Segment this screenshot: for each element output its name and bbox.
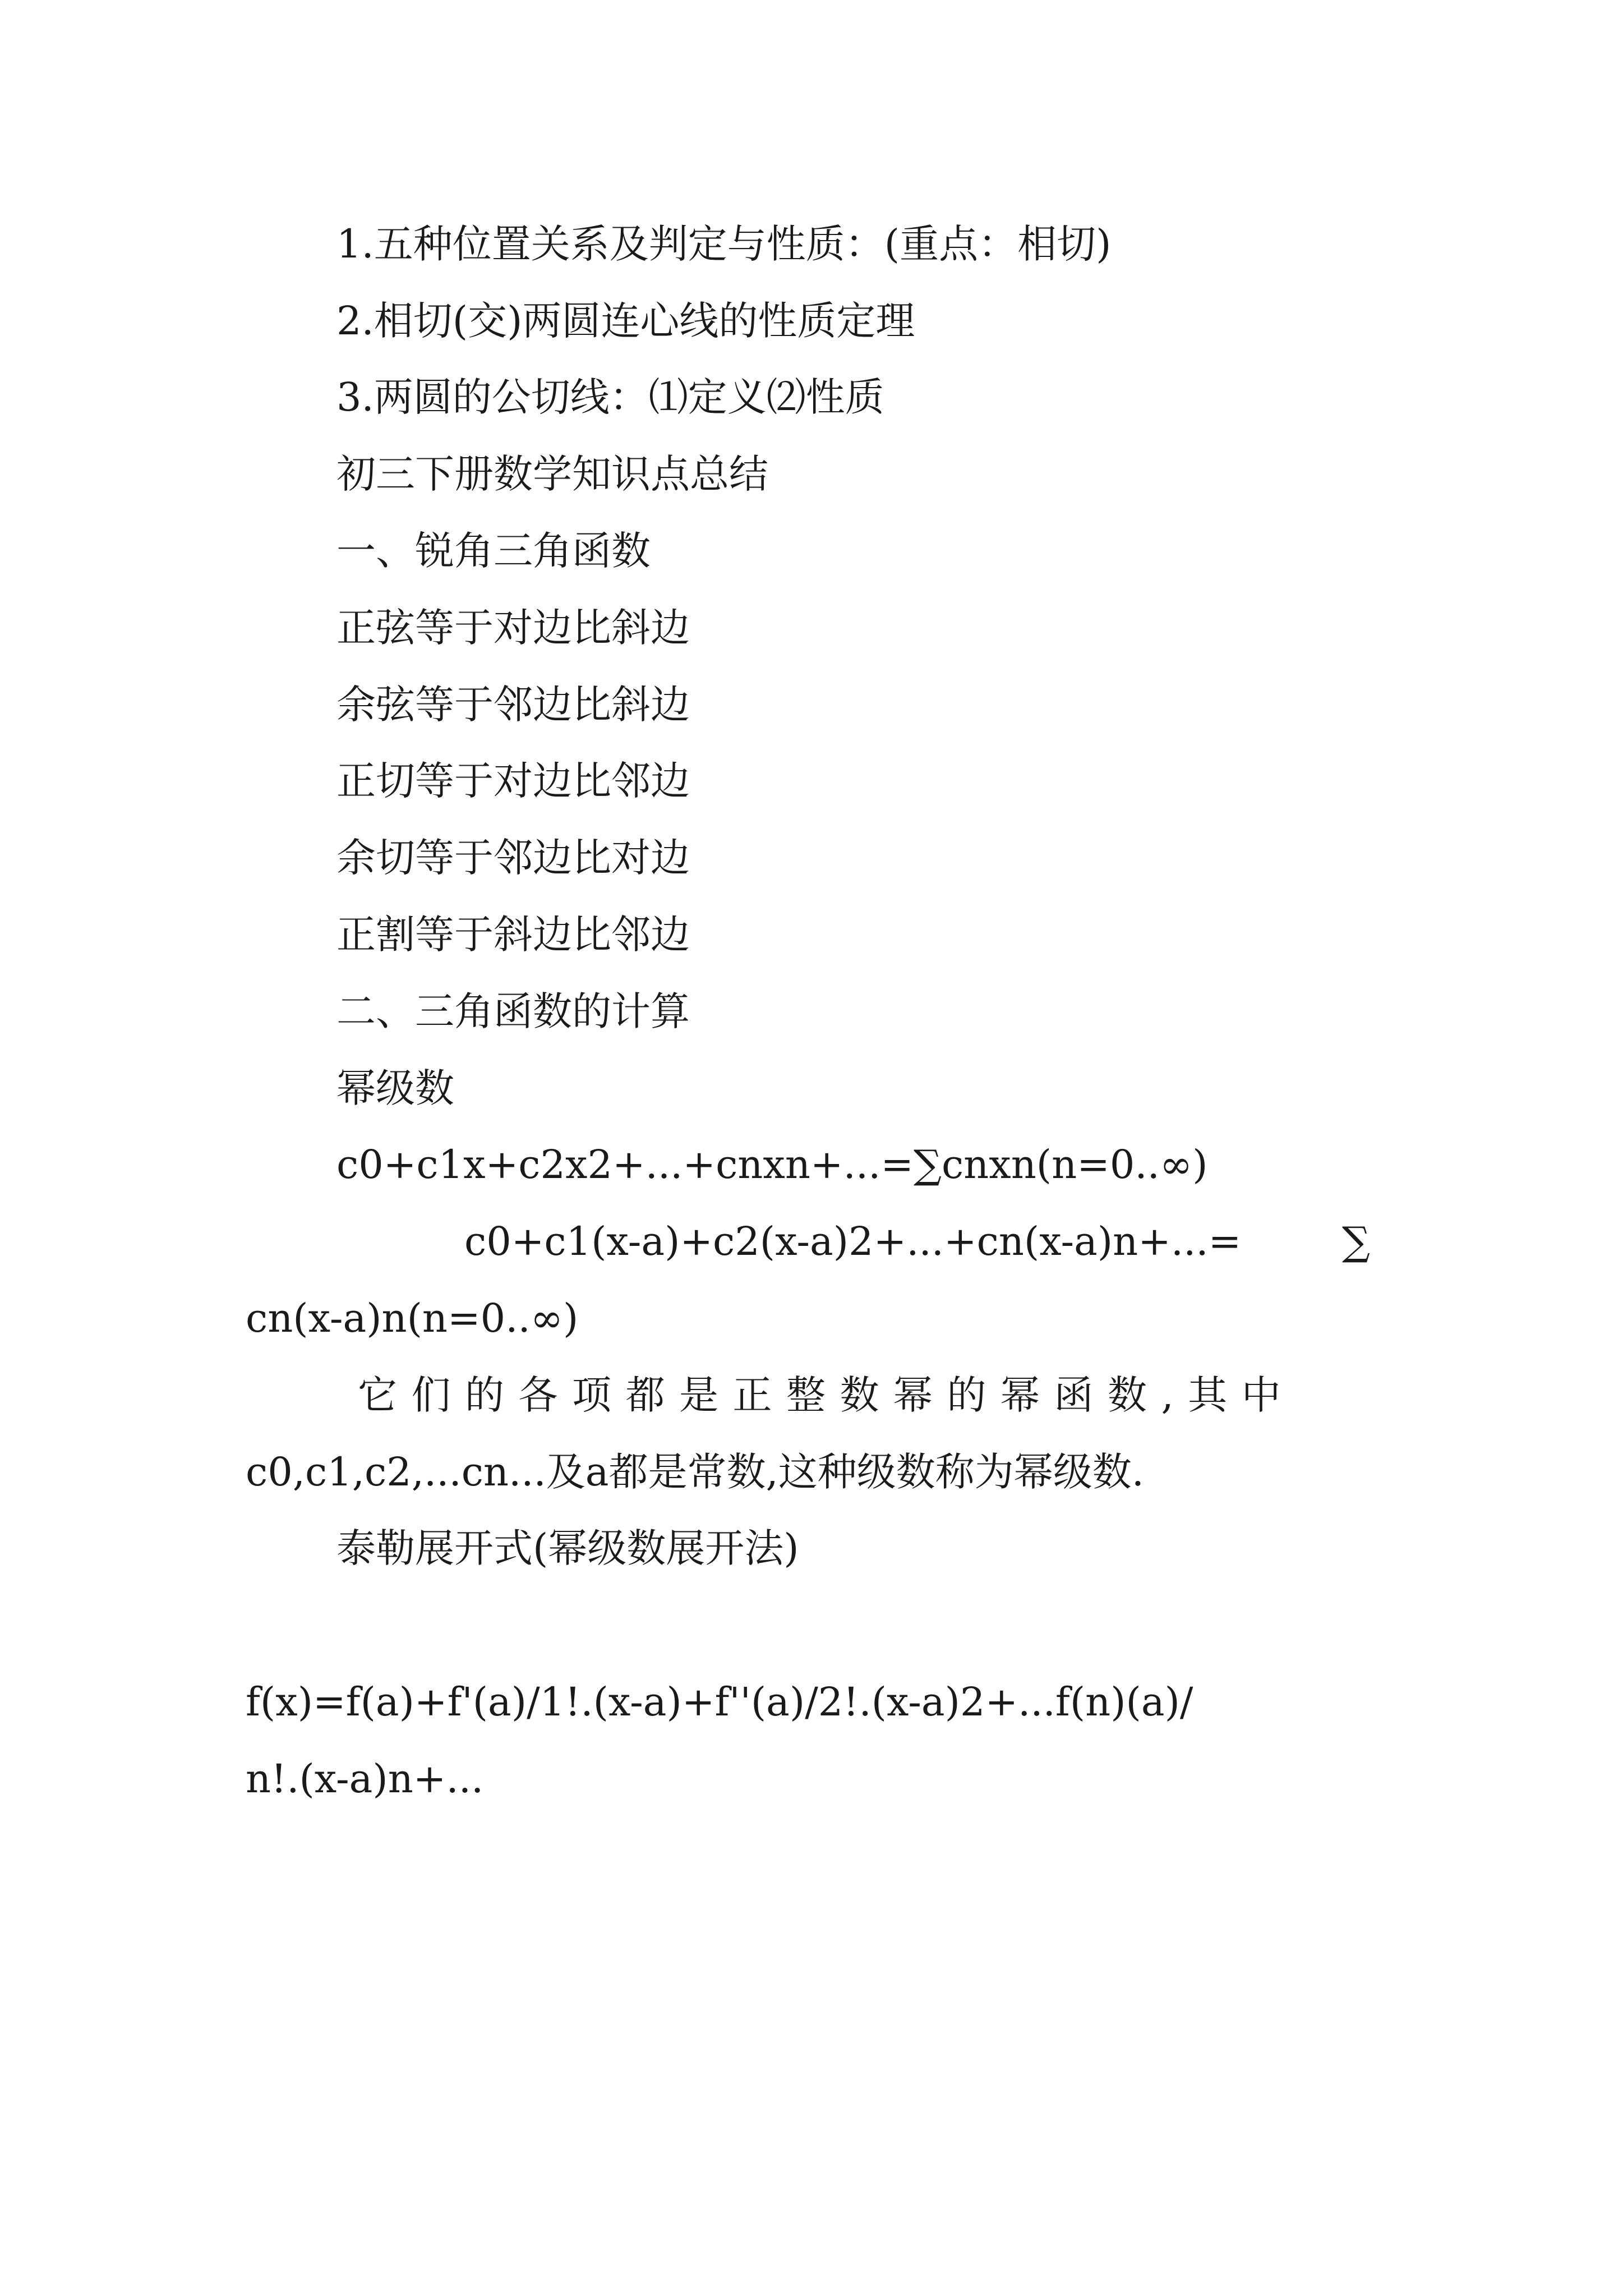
tangent-definition: 正切等于对边比邻边 xyxy=(336,758,690,804)
circle-relations-line: 1.五种位置关系及判定与性质：(重点：相切) xyxy=(336,221,1112,267)
sum-symbol: ∑ xyxy=(1342,1218,1370,1264)
cotangent-definition: 余切等于邻边比对边 xyxy=(336,835,690,881)
sine-definition: 正弦等于对边比斜边 xyxy=(336,605,690,651)
secant-definition: 正割等于斜边比邻边 xyxy=(336,912,690,958)
power-series-heading: 幂级数 xyxy=(336,1065,454,1111)
power-series-description: 它们的各项都是正整数幂的幂函数,其中 xyxy=(358,1372,1295,1418)
section-title: 初三下册数学知识点总结 xyxy=(336,451,768,497)
common-tangent-line: 3.两圆的公切线：⑴定义⑵性质 xyxy=(336,374,884,420)
taylor-formula: f(x)=f(a)+f'(a)/1!.(x-a)+f''(a)/2!.(x-a)2+...f(n)(a)/ xyxy=(246,1679,1193,1725)
heading-acute-trig: 一、锐角三角函数 xyxy=(336,528,651,574)
taylor-formula-continued: n!.(x-a)n+... xyxy=(246,1756,484,1802)
shifted-series-formula: c0+c1(x-a)+c2(x-a)2+...+cn(x-a)n+...= xyxy=(464,1218,1242,1264)
heading-trig-calculation: 二、三角函数的计算 xyxy=(336,988,690,1034)
shifted-series-formula-continued: cn(x-a)n(n=0..∞) xyxy=(246,1295,579,1341)
taylor-heading: 泰勒展开式(幂级数展开法) xyxy=(336,1525,799,1571)
power-series-formula: c0+c1x+c2x2+...+cnxn+...=∑cnxn(n=0..∞) xyxy=(336,1142,1208,1188)
cosine-definition: 余弦等于邻边比斜边 xyxy=(336,682,690,728)
power-series-description-continued: c0,c1,c2,...cn...及a都是常数,这种级数称为幂级数. xyxy=(246,1449,1145,1495)
tangent-line-theorem-line: 2.相切(交)两圆连心线的性质定理 xyxy=(336,298,915,344)
